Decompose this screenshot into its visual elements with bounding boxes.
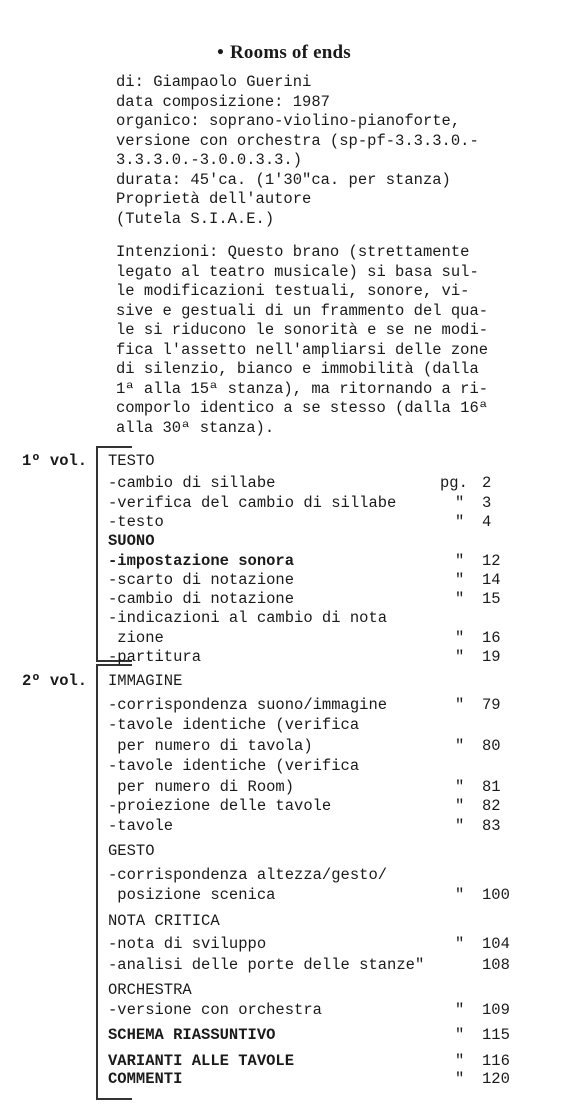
title-text: Rooms of ends <box>230 42 351 63</box>
intent-line: sive e gestuali di un frammento del qua- <box>116 301 489 320</box>
toc-entry-label: -corrispondenza suono/immagine <box>108 696 388 714</box>
toc-page-mark: " <box>455 1001 465 1019</box>
intent-line: comporlo identico a se stesso (dalla 16ª <box>116 399 489 417</box>
toc-page-number: 82 <box>482 797 501 815</box>
toc-row <box>0 494 568 514</box>
meta-line: Proprietà dell'autore <box>116 190 312 208</box>
toc-page-mark: " <box>455 696 465 714</box>
toc-row <box>0 552 568 572</box>
bullet-icon: • <box>217 42 224 63</box>
toc-row <box>0 696 568 716</box>
intent-line: fica l'assetto nell'ampliarsi delle zone <box>116 340 489 359</box>
toc-page-number: 116 <box>482 1052 510 1070</box>
toc-page-number: 115 <box>482 1026 510 1044</box>
intent-line: di silenzio, bianco e immobilità (dalla <box>116 360 479 378</box>
toc-entry-label: -analisi delle porte delle stanze" <box>108 956 425 974</box>
toc-page-number: 16 <box>482 629 501 647</box>
toc-entry-label: ORCHESTRA <box>108 981 192 999</box>
toc-page-number: 83 <box>482 817 501 835</box>
toc-row <box>0 935 568 955</box>
intent-line: le si riducono le sonorità e se ne modi- <box>116 321 489 339</box>
toc-page-mark: " <box>455 778 465 796</box>
toc-entry-label: SUONO <box>108 532 155 550</box>
toc-page-mark: " <box>455 552 465 570</box>
toc-row <box>0 981 568 1001</box>
toc-entry-label: -partitura <box>108 648 202 666</box>
toc-page-number: 104 <box>482 935 510 953</box>
toc-page-mark: " <box>455 886 465 904</box>
toc-entry-label: COMMENTI <box>108 1070 183 1088</box>
toc-row <box>0 571 568 591</box>
toc-page-mark: " <box>455 648 465 666</box>
toc-row <box>0 956 568 976</box>
toc-row <box>0 1070 568 1090</box>
toc-page-mark: " <box>455 494 465 512</box>
meta-line: durata: 45'ca. (1'30"ca. per stanza) <box>116 170 451 189</box>
toc-row <box>0 629 568 649</box>
toc-page-number: 79 <box>482 696 501 714</box>
toc-row <box>0 1001 568 1021</box>
toc-entry-label: -versione con orchestra <box>108 1001 322 1019</box>
intent-line: Intenzioni: Questo brano (strettamente <box>116 243 470 261</box>
toc-row <box>0 648 568 668</box>
toc-row <box>0 1026 568 1046</box>
composition-metadata <box>116 73 479 229</box>
toc-page-number: 14 <box>482 571 501 589</box>
toc-entry-label: -indicazioni al cambio di nota <box>108 609 388 627</box>
toc-page-number: 100 <box>482 886 510 904</box>
intent-line: legato al teatro musicale) si basa sul- <box>116 262 479 281</box>
toc-row <box>0 842 568 862</box>
toc-entry-label: -tavole identiche (verifica <box>108 716 360 734</box>
toc-entry-label: -corrispondenza altezza/gesto/ <box>108 866 388 884</box>
toc-page-number: 19 <box>482 648 501 666</box>
toc-entry-label: VARIANTI ALLE TAVOLE <box>108 1052 295 1070</box>
toc-page-mark: " <box>455 590 465 608</box>
toc-entry-label: zione <box>108 629 164 647</box>
meta-line: di: Giampaolo Guerini <box>116 73 312 91</box>
toc-entry-label: posizione scenica <box>108 886 276 904</box>
toc-page-number: 2 <box>482 474 492 492</box>
toc-page-mark: " <box>455 571 465 589</box>
toc-page-number: 109 <box>482 1001 510 1019</box>
toc-row <box>0 737 568 757</box>
meta-line: (Tutela S.I.A.E.) <box>116 209 275 228</box>
toc-row <box>0 609 568 629</box>
toc-row <box>0 866 568 886</box>
document-title <box>0 42 568 64</box>
toc-entry-label: -proiezione delle tavole <box>108 797 332 815</box>
toc-page-number: 108 <box>482 956 510 974</box>
toc-entry-label: GESTO <box>108 842 155 860</box>
volume-2-label: 2º vol. <box>22 672 88 690</box>
toc-entry-label: IMMAGINE <box>108 672 183 690</box>
toc-page-mark: " <box>455 513 465 531</box>
toc-page-number: 15 <box>482 590 501 608</box>
toc-page-number: 3 <box>482 494 492 512</box>
intent-line: le modificazioni testuali, sonore, vi- <box>116 282 470 300</box>
toc-page-number: 4 <box>482 513 492 531</box>
toc-entry-label: TESTO <box>108 452 155 470</box>
toc-row <box>0 452 568 472</box>
toc-row <box>0 513 568 533</box>
toc-page-number: 12 <box>482 552 501 570</box>
toc-entry-label: -testo <box>108 513 164 531</box>
toc-entry-label: -scarto di notazione <box>108 571 295 589</box>
toc-page-mark: " <box>455 1026 465 1044</box>
toc-row <box>0 532 568 552</box>
toc-entry-label: per numero di Room) <box>108 778 295 796</box>
toc-page-number: 81 <box>482 778 501 796</box>
toc-row <box>0 672 568 692</box>
toc-row <box>0 797 568 817</box>
toc-page-mark: " <box>455 1052 465 1070</box>
toc-page-mark: " <box>455 1070 465 1088</box>
volume-1-label: 1º vol. <box>22 452 88 470</box>
meta-line: 3.3.3.0.-3.0.0.3.3.) <box>116 151 303 169</box>
toc-entry-label: -tavole identiche (verifica <box>108 757 360 775</box>
toc-row <box>0 474 568 494</box>
toc-entry-label: NOTA CRITICA <box>108 912 220 930</box>
toc-entry-label: -tavole <box>108 817 174 835</box>
toc-row <box>0 1052 568 1072</box>
meta-line: versione con orchestra (sp-pf-3.3.3.0.- <box>116 131 479 150</box>
toc-row <box>0 912 568 932</box>
toc-row <box>0 778 568 798</box>
toc-entry-label: -impostazione sonora <box>108 552 295 570</box>
meta-line: organico: soprano-violino-pianoforte, <box>116 112 461 130</box>
toc-row <box>0 757 568 777</box>
intentions-paragraph <box>116 243 488 438</box>
toc-page-mark: " <box>455 797 465 815</box>
toc-page-mark: pg. <box>440 474 468 492</box>
toc-row <box>0 886 568 906</box>
intent-line: 1ª alla 15ª stanza), ma ritornando a ri- <box>116 379 489 398</box>
toc-page-mark: " <box>455 629 465 647</box>
toc-page-number: 80 <box>482 737 501 755</box>
toc-entry-label: -verifica del cambio di sillabe <box>108 494 397 512</box>
meta-line: data composizione: 1987 <box>116 92 330 111</box>
toc-entry-label: -nota di sviluppo <box>108 935 267 953</box>
toc-row <box>0 716 568 736</box>
toc-page-mark: " <box>455 817 465 835</box>
toc-row <box>0 590 568 610</box>
intent-line: alla 30ª stanza). <box>116 418 275 437</box>
toc-entry-label: SCHEMA RIASSUNTIVO <box>108 1026 276 1044</box>
toc-page-mark: " <box>455 737 465 755</box>
toc-entry-label: -cambio di sillabe <box>108 474 276 492</box>
toc-entry-label: -cambio di notazione <box>108 590 295 608</box>
toc-page-number: 120 <box>482 1070 510 1088</box>
toc-entry-label: per numero di tavola) <box>108 737 313 755</box>
toc-row <box>0 817 568 837</box>
toc-page-mark: " <box>455 935 465 953</box>
